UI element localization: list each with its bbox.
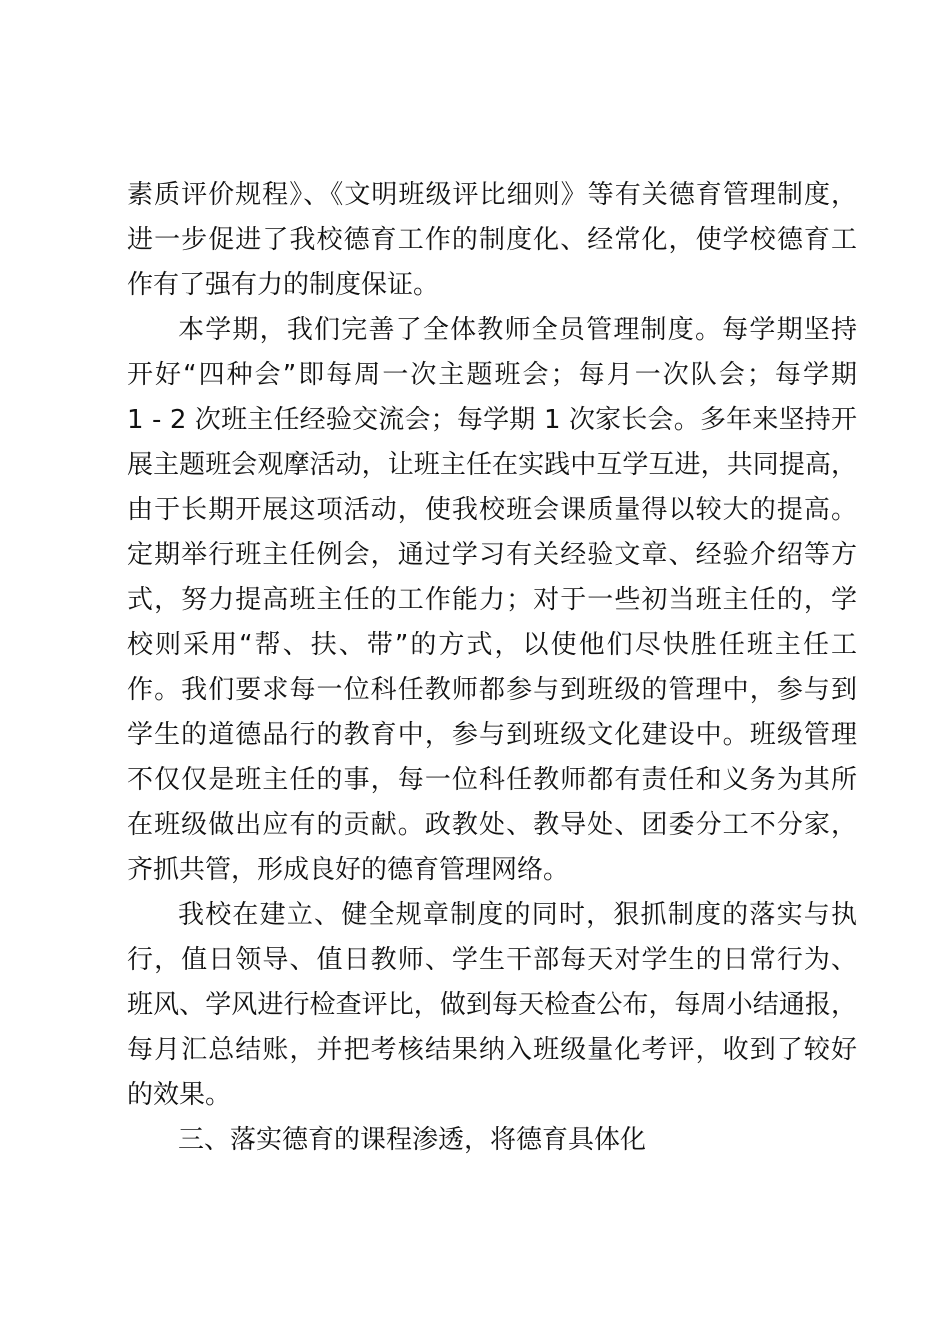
paragraph-line: 的效果。	[127, 1080, 232, 1110]
paragraph-line: 本学期，我们完善了全体教师全员管理制度。每学期坚持	[178, 315, 857, 345]
paragraph-line: 由于长期开展这项活动，使我校班会课质量得以较大的提高。	[127, 495, 857, 525]
paragraph-line: 1 - 2 次班主任经验交流会；每学期 1 次家长会。多年来坚持开	[127, 405, 857, 435]
paragraph-line: 素质评价规程》、《文明班级评比细则》等有关德育管理制度，	[127, 180, 857, 210]
paragraph-line: 展主题班会观摩活动，让班主任在实践中互学互进，共同提高，	[127, 450, 857, 480]
paragraph-line: 作。我们要求每一位科任教师都参与到班级的管理中，参与到	[127, 675, 857, 705]
paragraph-line: 行，值日领导、值日教师、学生干部每天对学生的日常行为、	[127, 945, 857, 975]
paragraph-line: 进一步促进了我校德育工作的制度化、经常化，使学校德育工	[127, 225, 857, 255]
paragraph-line: 班风、学风进行检查评比，做到每天检查公布，每周小结通报，	[127, 990, 857, 1020]
paragraph-line: 每月汇总结账，并把考核结果纳入班级量化考评，收到了较好	[127, 1035, 857, 1065]
paragraph-line: 我校在建立、健全规章制度的同时，狠抓制度的落实与执	[178, 900, 857, 930]
paragraph-line: 学生的道德品行的教育中，参与到班级文化建设中。班级管理	[127, 720, 857, 750]
paragraph-line: 在班级做出应有的贡献。政教处、教导处、团委分工不分家，	[127, 810, 857, 840]
paragraph-line: 校则采用“帮、扶、带”的方式，以使他们尽快胜任班主任工	[127, 630, 857, 660]
paragraph-line: 定期举行班主任例会，通过学习有关经验文章、经验介绍等方	[127, 540, 857, 570]
paragraph-line: 作有了强有力的制度保证。	[127, 270, 440, 300]
paragraph-line: 开好“四种会”即每周一次主题班会；每月一次队会；每学期	[127, 360, 857, 390]
paragraph-line: 不仅仅是班主任的事，每一位科任教师都有责任和义务为其所	[127, 765, 857, 795]
section-heading: 三、落实德育的课程渗透，将德育具体化	[178, 1125, 647, 1155]
paragraph-line: 式，努力提高班主任的工作能力；对于一些初当班主任的，学	[127, 585, 857, 615]
paragraph-line: 齐抓共管，形成良好的德育管理网络。	[127, 855, 570, 885]
